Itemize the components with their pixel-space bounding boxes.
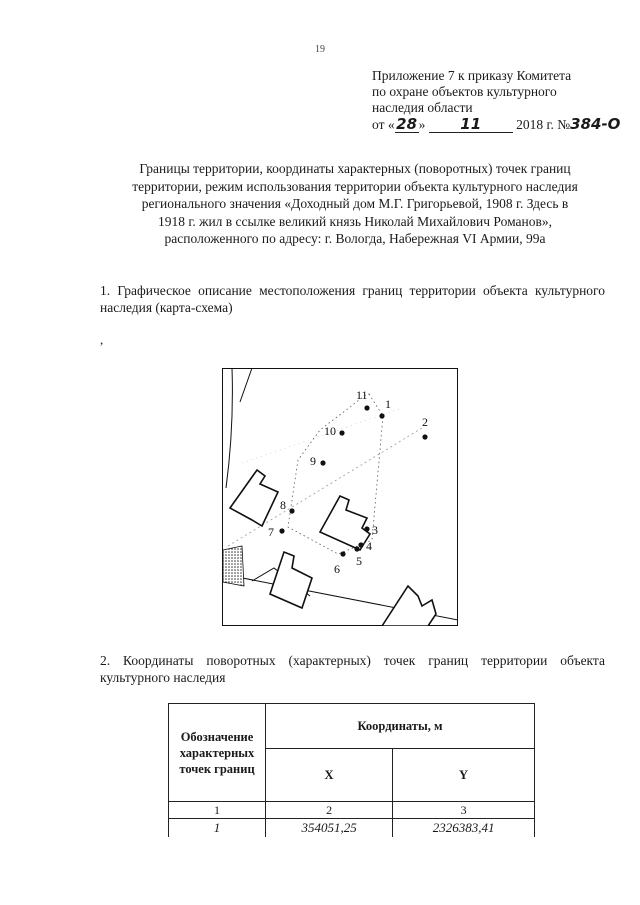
hatched-area [223,546,244,586]
boundary-point-8 [289,508,294,513]
coordinates-table [168,703,535,837]
point-label-10: 10 [324,424,336,438]
cell-point: 1 [169,819,266,838]
point-label-6: 6 [334,562,340,576]
handwritten-order-number: 384-О [570,115,621,133]
point-label-4: 4 [366,539,372,553]
boundary-point-5 [354,546,359,551]
point-label-5: 5 [356,554,362,568]
year-text: 2018 г. № [516,117,571,132]
column-number: 3 [393,802,535,819]
title-line-2: территории, режим использования территории объекта культурного наследия [132,178,578,194]
document-title [95,160,615,248]
handwritten-day: 28 [396,115,418,133]
boundary-point-6 [340,551,345,556]
stray-mark: , [100,332,104,347]
column-number-row [169,802,535,819]
col-header-y: Y [393,749,535,802]
cell-y: 2326383,41 [393,819,535,838]
point-label-2: 2 [422,415,428,429]
site-map [222,368,458,626]
date-mid: » [418,117,426,132]
col-header-x: X [266,749,393,802]
title-line-5: расположенного по адресу: г. Вологда, Набережная VI Армии, 99а [164,231,546,246]
boundary-point-11 [364,405,369,410]
column-number: 2 [266,802,393,819]
cell-x: 354051,25 [266,819,393,838]
boundary-point-4 [358,542,363,547]
boundary-point-10 [339,430,344,435]
section-2-heading: 2. Координаты поворотных (характерных) точек границ территории объекта культурного наследия [100,653,605,685]
handwritten-month: 11 [429,116,513,133]
building [230,470,278,526]
point-label-1: 1 [385,397,391,411]
road-line [240,368,252,402]
title-line-4: 1918 г. жил в ссылке великий князь Николай Михайлович Романов», [157,213,553,229]
point-label-8: 8 [280,498,286,512]
date-prefix: от « [372,117,395,132]
road-line [226,368,232,488]
section-1-heading: 1. Графическое описание местоположения границ территории объекта культурного наследия (карта-схема) [100,283,605,315]
point-label-9: 9 [310,454,316,468]
point-label-11: 11 [356,388,368,402]
point-label-3: 3 [372,523,378,537]
building [270,552,312,608]
point-label-7: 7 [268,525,274,539]
table-row [169,819,535,838]
boundary-point-3 [364,526,369,531]
col-header-designation: Обозначение характерных точек границ [169,704,266,802]
appendix-line-2: по охране объектов культурного [372,84,557,99]
boundary-point-1 [379,413,384,418]
boundary-point-9 [320,460,325,465]
appendix-line-1: Приложение 7 к приказу Комитета [372,68,572,83]
appendix-header [372,68,620,133]
heritage-building [320,496,370,550]
title-line-3: регионального значения «Доходный дом М.Г. Григорьевой, 1908 г. Здесь в [141,196,569,211]
appendix-date-line [372,116,620,133]
title-line-1: Границы территории, координаты характерных (поворотных) точек границ [139,161,571,176]
building [382,586,436,626]
col-header-coordinates: Координаты, м [266,704,535,749]
boundary-point-7 [279,528,284,533]
appendix-line-3: наследия области [372,100,473,115]
column-number: 1 [169,802,266,819]
boundary-point-2 [422,434,427,439]
page-number: 19 [315,44,325,55]
